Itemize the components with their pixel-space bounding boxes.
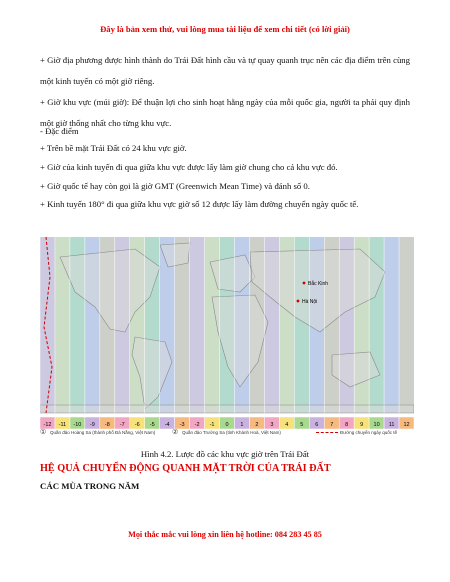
zone-number-label: 3: [270, 422, 274, 428]
zone-number-label: -3: [179, 422, 185, 428]
paragraph-24-zones: + Trên bề mặt Trái Đất có 24 khu vực giờ.: [40, 143, 187, 153]
zone-number-label: -7: [119, 422, 125, 428]
paragraph-local-time: + Giờ địa phương được hình thành do Trái Đất hình cầu và tự quay quanh trục nên các địa điểm trên cùng một kinh tuyến có một giờ riêng.: [40, 55, 410, 86]
zone-number-label: 4: [285, 422, 289, 428]
zone-number-label: 1: [240, 422, 244, 428]
subsection-heading: CÁC MÙA TRONG NĂM: [40, 481, 140, 491]
map-caption: Hình 4.2. Lược đồ các khu vực giờ trên Trái Đất: [140, 449, 310, 459]
paragraph-features-title: - Đặc điểm: [40, 126, 79, 136]
zone-number-label: 7: [330, 422, 334, 428]
zone-number-label: -9: [89, 422, 95, 428]
zone-number-label: 8: [345, 422, 349, 428]
bac-kinh-label: Bắc Kinh: [308, 281, 329, 287]
zone-number-label: 6: [315, 422, 319, 428]
zone-number-label: -4: [164, 422, 170, 428]
time-zone-map-svg: [40, 237, 414, 435]
paragraph-zone-time: + Giờ khu vực (múi giờ): Để thuận lợi cho sinh hoạt hằng ngày của mỗi quốc gia, người ta phải quy định một giờ thống nhất cho từng khu vực.: [40, 97, 410, 128]
zone-stripe: [399, 237, 414, 413]
preview-banner: Đây là bản xem thử, vui lòng mua tài liệu để xem chi tiết (có lời giải): [100, 24, 350, 34]
zone-number-label: -5: [149, 422, 155, 428]
legend-item3-text: Đường chuyển ngày quốc tế: [340, 430, 397, 435]
ha-noi-label: Hà Nội: [302, 299, 318, 305]
zone-number-label: 5: [300, 422, 304, 428]
zone-stripe: [384, 237, 399, 413]
paragraph-central-meridian: + Giờ của kinh tuyến đi qua giữa khu vực được lấy làm giờ chung cho cả khu vực đó.: [40, 162, 338, 172]
section-heading: HỆ QUẢ CHUYỂN ĐỘNG QUANH MẶT TRỜI CỦA TRÁI ĐẤT: [40, 463, 331, 474]
paragraph-date-line: + Kinh tuyến 180° đi qua giữa khu vực giờ số 12 được lấy làm đường chuyển ngày quốc tế.: [40, 199, 359, 209]
zone-number-label: -10: [73, 422, 82, 428]
zone-number-label: -11: [58, 422, 67, 428]
time-zone-map: [40, 237, 414, 435]
zone-number-label: -12: [43, 422, 52, 428]
zone-number-label: 12: [403, 422, 410, 428]
paragraph-gmt: + Giờ quốc tế hay còn gọi là giờ GMT (Greenwich Mean Time) và đánh số 0.: [40, 181, 310, 191]
zone-number-label: 2: [255, 422, 259, 428]
legend-item1-text: Quần đảo Hoàng Sa (thành phố Đà Nẵng, Việt Nam): [50, 430, 156, 435]
map-legend: [40, 428, 414, 440]
zone-number-label: 9: [360, 422, 364, 428]
zone-number-label: -1: [209, 422, 215, 428]
legend-item2-number: ②: [172, 429, 179, 436]
zone-number-label: 11: [388, 422, 395, 428]
zone-stripe: [40, 237, 55, 413]
legend-item1-number: ①: [40, 429, 47, 436]
zone-number-label: -2: [194, 422, 200, 428]
bac-kinh-marker: [303, 282, 306, 285]
antarctica-shape: [40, 405, 414, 413]
zone-number-label: 10: [373, 422, 380, 428]
date-line-legend-symbol: [316, 432, 338, 433]
zone-number-label: -8: [104, 422, 110, 428]
hotline-footer: Mọi thắc mắc vui lòng xin liên hệ hotline: 084 283 45 85: [128, 530, 322, 539]
zone-number-label: -6: [134, 422, 140, 428]
zone-number-label: 0: [225, 422, 229, 428]
legend-item2-text: Quần đảo Trường Sa (tỉnh Khánh Hoà, Việt Nam): [182, 430, 281, 435]
zone-stripe: [190, 237, 205, 413]
ha-noi-marker: [297, 300, 300, 303]
